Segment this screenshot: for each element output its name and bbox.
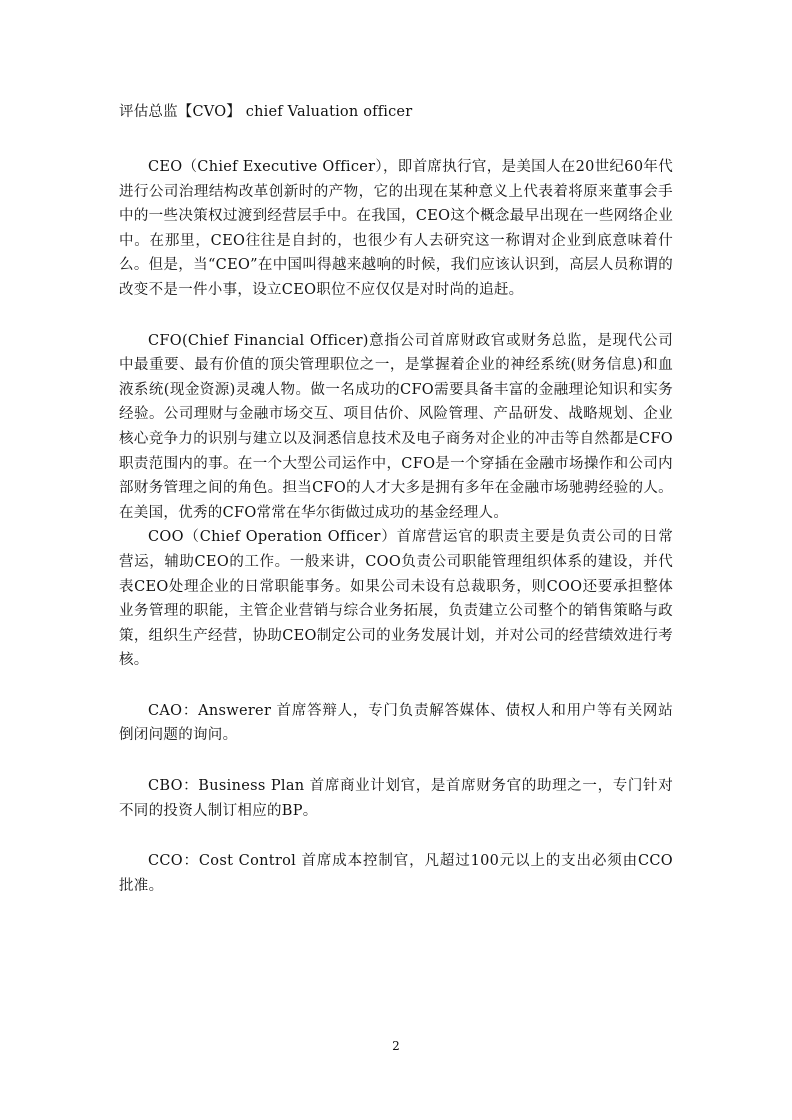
paragraph-cfo: CFO(Chief Financial Officer)意指公司首席财政官或财务总监，是现代公司中最重要、最有价值的顶尖管理职位之一，是掌握着企业的神经系统(财务信息)和血液系统(现金资源)灵魂人物。做一名成功的CFO需要具备丰富的金融理论知识和实务经验。公司理财与金融市场交互、项目估价、风险管理、产品研发、战略规划、企业核心竞争力的识别与建立以及洞悉信息技术及电子商务对企业的冲击等自然都是CFO职责范围内的事。在一个大型公司运作中，CFO是一个穿插在金融市场操作和公司内部财务管理之间的角色。担当CFO的人才大多是拥有多年在金融市场驰骋经验的人。在美国，优秀的CFO常常在华尔街做过成功的基金经理人。 <box>119 332 673 521</box>
paragraph-coo: COO（Chief Operation Officer）首席营运官的职责主要是负责公司的日常营运，辅助CEO的工作。一般来讲，COO负责公司职能管理组织体系的建设，并代表CEO处理企业的日常职能事务。如果公司未设有总裁职务，则COO还要承担整体业务管理的职能，主管企业营销与综合业务拓展，负责建立公司整个的销售策略与政策，组织生产经营，协助CEO制定公司的业务发展计划，并对公司的经营绩效进行考核。 <box>119 529 673 669</box>
page-number: 2 <box>392 1039 400 1053</box>
paragraph-ceo: CEO（Chief Executive Officer），即首席执行官，是美国人在20世纪60年代进行公司治理结构改革创新时的产物，它的出现在某种意义上代表着将原来董事会手中的一些决策权过渡到经营层手中。在我国，CEO这个概念最早出现在一些网络企业中。在那里，CEO往往是自封的，也很少有人去研究这一称谓对企业到底意味着什么。但是，当“CEO”在中国叫得越来越响的时候，我们应该认识到，高层人员称谓的改变不是一件小事，设立CEO职位不应仅仅是对时尚的追赶。 <box>119 159 673 298</box>
document-page <box>119 92 673 1092</box>
paragraph-cao: CAO：Answerer 首席答辩人，专门负责解答媒体、债权人和用户等有关网站倒闭问题的询问。 <box>119 702 673 744</box>
paragraph-cco: CCO：Cost Control 首席成本控制官，凡超过100元以上的支出必须由CCO批准。 <box>119 853 673 894</box>
document-title: 评估总监【CVO】 chief Valuation officer <box>119 104 413 120</box>
paragraph-cbo: CBO：Business Plan 首席商业计划官，是首席财务官的助理之一，专门针对不同的投资人制订相应的BP。 <box>119 778 673 819</box>
